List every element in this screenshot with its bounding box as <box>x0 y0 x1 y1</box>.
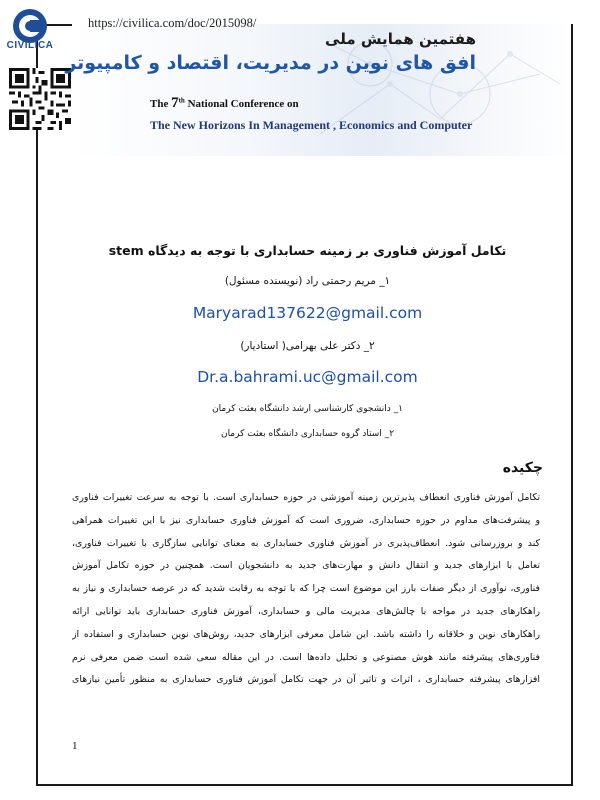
affiliation-2: ۲_ استاد گروه حسابداری دانشگاه بعثت کرمان <box>220 429 395 439</box>
conference-the: The <box>150 98 169 110</box>
abstract-line: تعامل با ابزارهای جدید و انتقال دانش و مهارت‌های جدید به دانشجویان است. همچنین در حوزه تکامل آموزش <box>72 560 540 572</box>
abstract-line: راهکارهای جدید در مواجه با چالش‌های مدیریت مالی و حسابداری، آموزش فناوری حسابداری باید توانایی ارائه <box>72 605 540 617</box>
affiliation-1: ۱_ دانشجوی کارشناسی ارشد دانشگاه بعثت کرمان <box>212 404 403 414</box>
page-number: 1 <box>72 740 78 752</box>
conference-title-fa-main: افق های نوین در مدیریت، اقتصاد و کامپیوتر <box>65 52 476 74</box>
author-1-email[interactable]: Maryarad137622@gmail.com <box>192 304 423 322</box>
conference-title-en-line2: The New Horizons In Management , Economics and Computer <box>150 118 473 132</box>
civilica-logo-text: CIVILICA <box>6 40 54 51</box>
abstract-line: راهکارهای نوین و خلاقانه را داشته باشد. این شامل معرفی ابزارهای جدید، روش‌های نوین حسابداری و استفاده از <box>72 628 540 640</box>
abstract-line: فناوری‌های پیشرفته مانند هوش مصنوعی و تحلیل داده‌ها است. در این مقاله سعی شده است ضمن معرفی نرم <box>72 651 540 663</box>
abstract-line: افزارهای پیشرفته حسابداری ، اثرات و تاثیر آن در جهت تکامل آموزش فناوری حسابداری به منظور تأمین نیازهای <box>72 674 540 686</box>
conference-national: National Conference on <box>187 98 299 110</box>
abstract-line: کند و بروزرسانی شود. انعطاف‌پذیری در آموزش فناوری حسابداری به معنای توانایی سازگاری با تغییرات فناوری، <box>72 537 540 549</box>
conference-title-fa-small: هفتمین همایش ملی <box>325 30 476 48</box>
conference-number-suffix: th <box>178 96 185 105</box>
abstract-body <box>72 487 540 692</box>
conference-number: 7 <box>171 95 179 111</box>
document-url[interactable]: https://civilica.com/doc/2015098/ <box>88 16 257 30</box>
author-1: ۱_ مریم رحمتی راد (نویسنده مسئول) <box>224 275 391 287</box>
author-2-email[interactable]: Dr.a.bahrami.uc@gmail.com <box>197 368 418 386</box>
abstract-line: و پیشرفت‌های مداوم در حوزه حسابداری، ضروری است که آموزش فناوری حسابداری نیز با این تغییرات همراهی <box>72 514 540 526</box>
qr-code-icon <box>9 68 71 130</box>
author-2: ۲_ دکتر علی بهرامی( استادیار) <box>240 340 375 352</box>
abstract-line: فناوری، نوآوری از دیگر صفات بارز این موضوع است چرا که با توجه به رقابت شدید که در عرصه حسابداری و نیاز به <box>72 583 540 595</box>
paper-title: تکامل آموزش فناوری بر زمینه حسابداری با توجه به دیدگاه stem <box>108 243 507 258</box>
abstract-heading: چکیده <box>502 460 543 476</box>
conference-title-en-line1 <box>150 95 299 112</box>
abstract-line: تکامل آموزش فناوری انعطاف پذیرترین زمینه آموزشی در حوزه حسابداری است. با توجه به سرعت تغییرات فناوری <box>72 492 540 503</box>
